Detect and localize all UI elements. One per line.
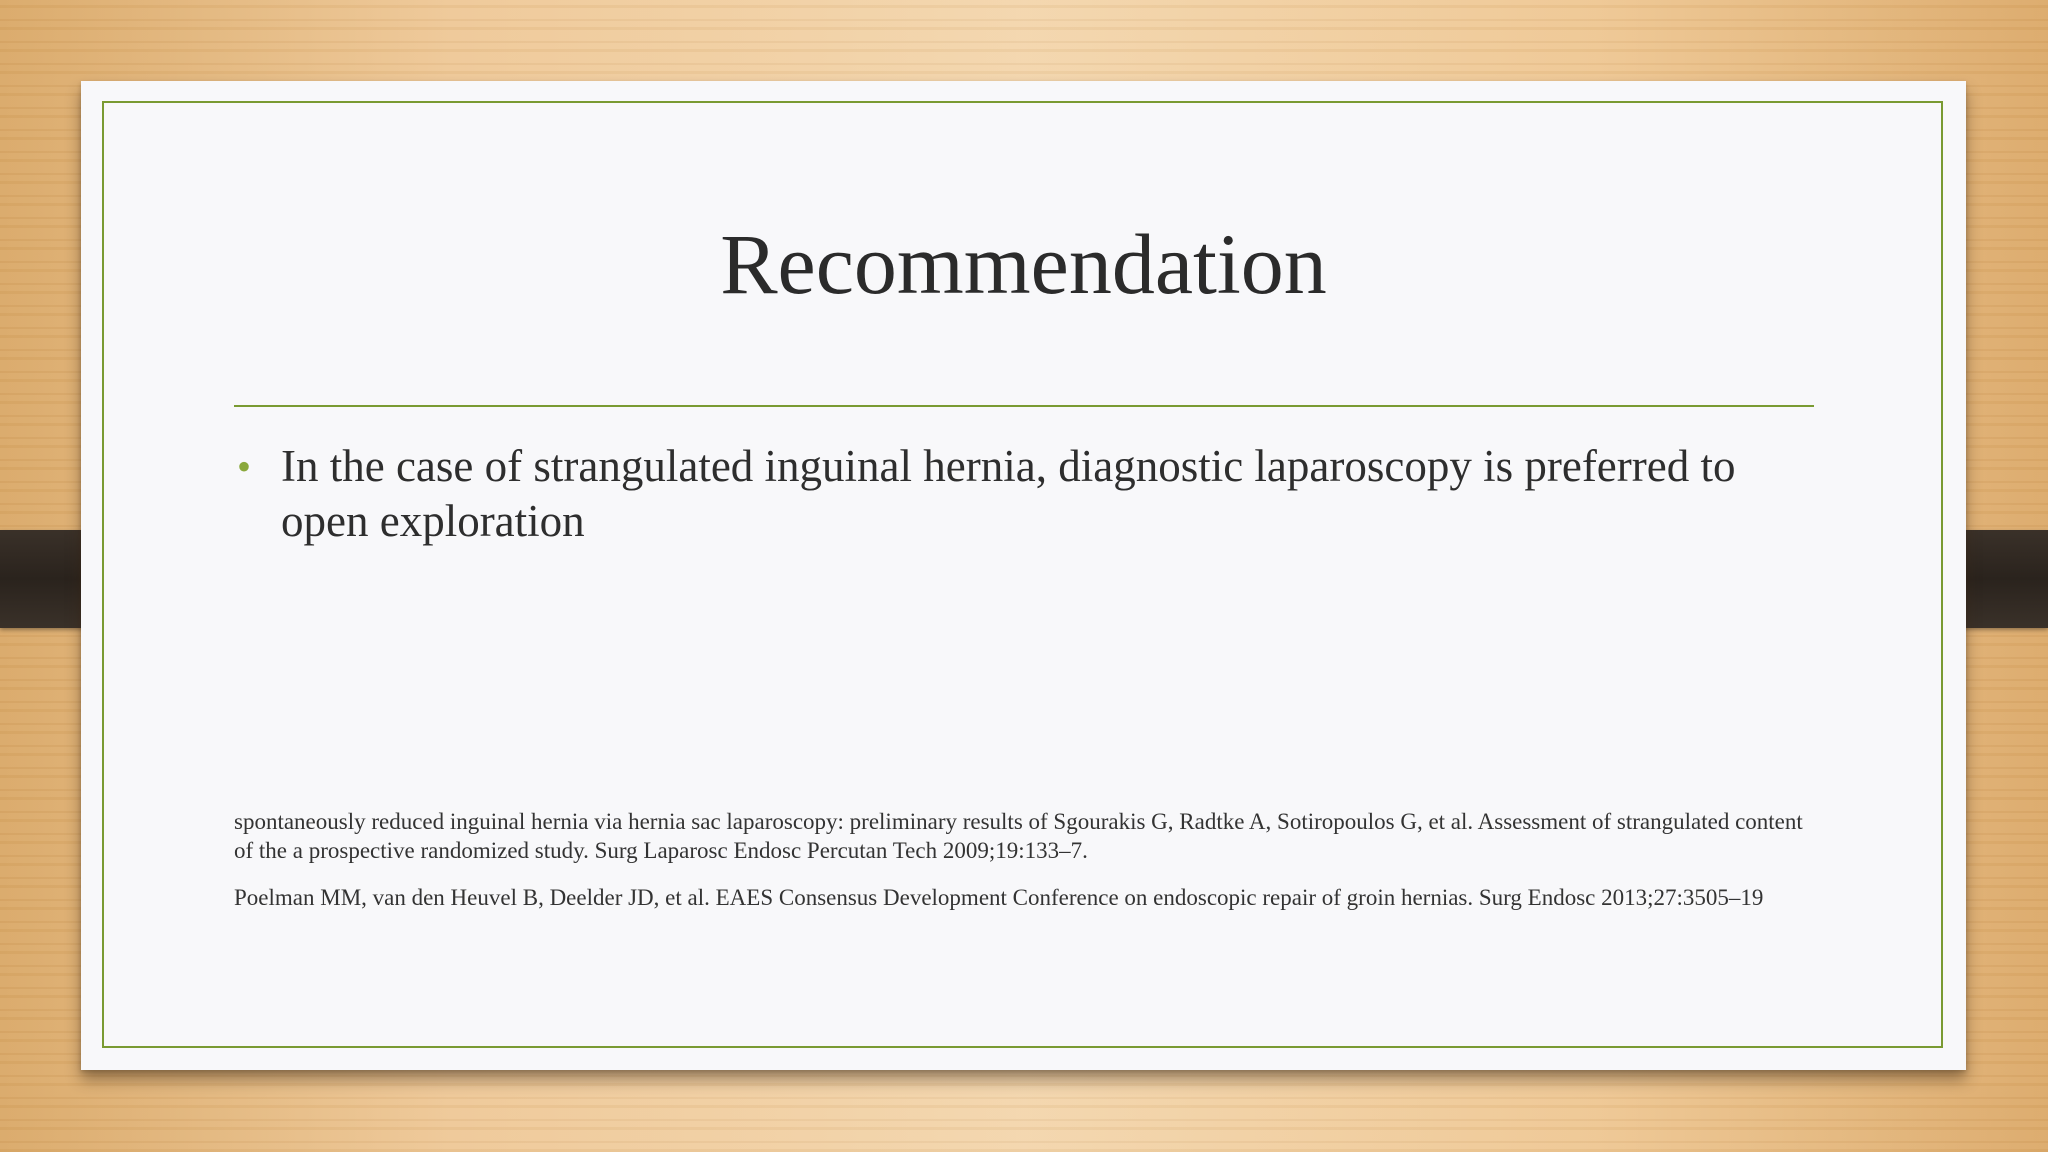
title-divider bbox=[234, 405, 1814, 407]
bullet-text: In the case of strangulated inguinal hernia, diagnostic laparoscopy is preferred to open exploration bbox=[281, 441, 1736, 546]
bullet-item bbox=[234, 439, 1794, 549]
slide bbox=[81, 81, 1966, 1070]
reference-1: spontaneously reduced inguinal hernia via hernia sac laparoscopy: preliminary results of Sgourakis G, Radtke A, Sotiropoulos G, et al. Assessment of strangulated content of the a prospective randomized study. Surg Laparosc Endosc Percutan Tech 2009;19:133–7. bbox=[234, 809, 1803, 863]
bullet-dot-icon: • bbox=[237, 444, 252, 489]
reference-2: Poelman MM, van den Heuvel B, Deelder JD, et al. EAES Consensus Development Conference on endoscopic repair of groin hernias. Surg Endosc 2013;27:3505–19 bbox=[234, 885, 1764, 910]
slide-title: Recommendation bbox=[720, 216, 1327, 312]
references bbox=[234, 807, 1814, 930]
bullet-list bbox=[234, 439, 1794, 549]
